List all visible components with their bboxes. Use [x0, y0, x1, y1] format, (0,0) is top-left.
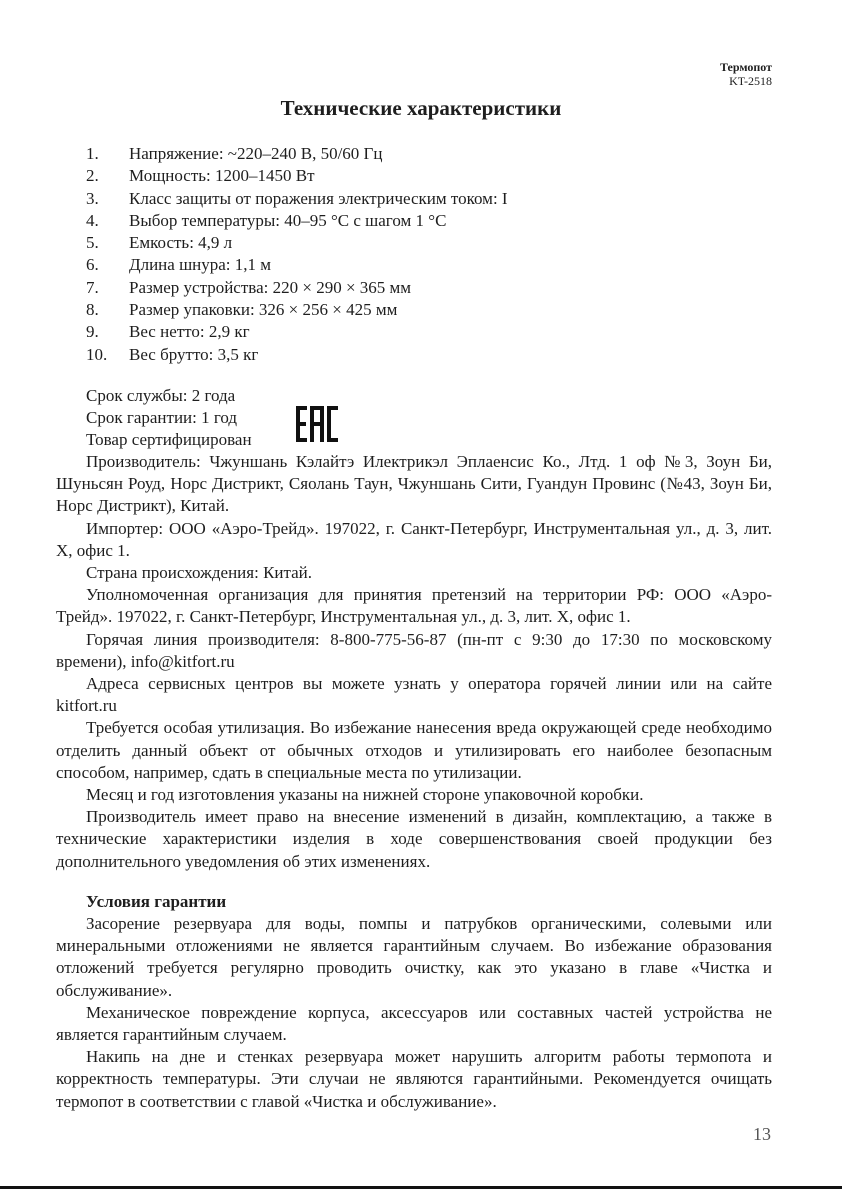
list-item-text: Вес нетто: 2,9 кг — [129, 322, 250, 342]
list-item-number: 2. — [86, 166, 99, 186]
list-item — [86, 344, 508, 366]
eac-mark-icon — [296, 406, 338, 442]
manufacturer-paragraph: Производитель: Чжуншань Кэлайтэ Илектрикэл Эплаенсис Ко., Лтд. 1 оф №3, Зоун Би, Шуньсян Роуд, Норс Дистрикт, Сяолань Таун, Чжуншань Сити, Гуандун Провинс (№43, Зоун Би, Норс Дистрикт), Китай. — [56, 452, 772, 516]
list-item — [86, 210, 508, 232]
list-item — [86, 165, 508, 187]
service-info — [86, 385, 252, 451]
list-item-number: 6. — [86, 255, 99, 275]
list-item — [86, 254, 508, 276]
list-item — [86, 143, 508, 165]
list-item — [86, 188, 508, 210]
product-name: Термопот — [719, 60, 772, 74]
hotline-paragraph: Горячая линия производителя: 8-800-775-56-87 (пн-пт с 9:30 до 17:30 по московскому времени), info@kitfort.ru — [56, 629, 772, 671]
manufacture-date-paragraph: Месяц и год изготовления указаны на нижней стороне упаковочной коробки. — [86, 785, 644, 805]
list-item — [86, 232, 508, 254]
list-item-number: 5. — [86, 233, 99, 253]
certification-note: Товар сертифицирован — [86, 430, 252, 449]
list-item-text: Длина шнура: 1,1 м — [129, 255, 272, 275]
disposal-paragraph: Требуется особая утилизация. Во избежание нанесения вреда окружающей среде необходимо отделить данный объект от обычных отходов и утилизировать его наиболее безопасным способом, например, сдать в специальные места по утилизации. — [56, 718, 772, 782]
list-item-number: 7. — [86, 277, 99, 297]
list-item-text: Мощность: 1200–1450 Вт — [129, 166, 315, 186]
info-paragraphs — [56, 451, 772, 873]
warranty-paragraph: Механическое повреждение корпуса, аксессуаров или составных частей устройства не является гарантийным случаем. — [56, 1002, 772, 1045]
claims-paragraph: Уполномоченная организация для принятия претензий на территории РФ: ООО «Аэро-Трейд». 197022, г. Санкт-Петербург, Инструментальная ул., д. 3, лит. Х, офис 1. — [56, 585, 772, 627]
list-item-text: Емкость: 4,9 л — [129, 233, 233, 253]
list-item-text: Размер упаковки: 326 × 256 × 425 мм — [129, 300, 398, 320]
model-number: KT-2518 — [729, 74, 772, 88]
list-item — [86, 299, 508, 321]
list-item — [86, 277, 508, 299]
changes-paragraph: Производитель имеет право на внесение изменений в дизайн, комплектацию, а также в технические характеристики изделия в ходе совершенствования своей продукции без дополнительного уведомления об этих изменениях. — [56, 807, 772, 871]
list-item-number: 9. — [86, 322, 99, 342]
page-number: 13 — [753, 1124, 771, 1144]
list-item — [86, 321, 508, 343]
origin-paragraph: Страна происхождения: Китай. — [86, 563, 313, 583]
list-item-text: Напряжение: ~220–240 В, 50/60 Гц — [129, 144, 383, 163]
specs-list — [86, 143, 508, 366]
list-item-number: 4. — [86, 210, 99, 230]
warranty-period: Срок гарантии: 1 год — [86, 408, 238, 427]
warranty-heading: Условия гарантии — [86, 892, 227, 911]
list-item-text: Выбор температуры: 40–95 °С с шагом 1 °С — [129, 210, 447, 230]
list-item-number: 10. — [86, 344, 108, 364]
list-item-number: 3. — [86, 188, 99, 208]
page-header — [720, 60, 772, 88]
service-life: Срок службы: 2 года — [86, 386, 236, 405]
list-item-text: Вес брутто: 3,5 кг — [129, 344, 259, 364]
list-item-number: 8. — [86, 300, 99, 320]
warranty-paragraph: Накипь на дне и стенках резервуара может нарушить алгоритм работы термопота и корректность температуры. Эти случаи не являются гарантийными. Рекомендуется очищать термопот в соответствии с главой «Чистка и обслуживание». — [56, 1047, 772, 1111]
list-item-text: Размер устройства: 220 × 290 × 365 мм — [129, 277, 412, 297]
warranty-paragraph: Засорение резервуара для воды, помпы и патрубков органическими, солевыми или минеральными отложениями не является гарантийным случаем. Во избежание образования отложений требуется регулярно проводить очистку, как это указано в главе «Чистка и обслуживание». — [56, 914, 772, 1000]
importer-paragraph: Импортер: ООО «Аэро-Трейд». 197022, г. Санкт-Петербург, Инструментальная ул., д. 3, лит. Х, офис 1. — [56, 518, 772, 560]
list-item-number: 1. — [86, 144, 99, 163]
warranty-paragraphs — [56, 913, 772, 1113]
page-title: Технические характеристики — [280, 96, 562, 120]
service-centers-paragraph: Адреса сервисных центров вы можете узнать у оператора горячей линии или на сайте kitfort.ru — [56, 674, 772, 716]
list-item-text: Класс защиты от поражения электрическим током: I — [129, 188, 508, 208]
